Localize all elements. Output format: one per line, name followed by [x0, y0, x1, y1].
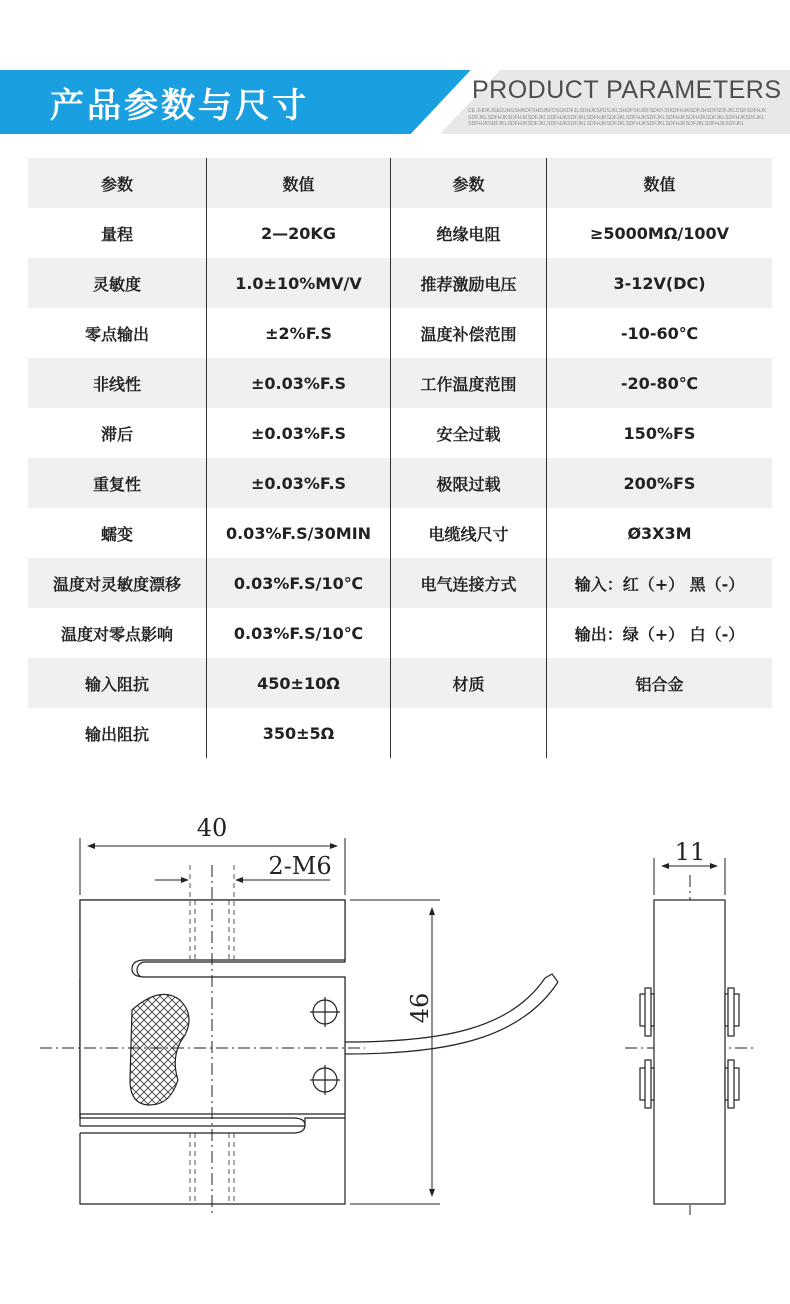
param-cell: 重复性: [92, 474, 141, 494]
value-cell: 3-12V(DC): [546, 258, 772, 308]
value-cell: 450±10Ω: [206, 658, 390, 708]
parameters-table: [28, 158, 772, 758]
value-cell: Ø3X3M: [546, 508, 772, 558]
value-cell: 0.03%F.S/30MIN: [206, 508, 390, 558]
header-value-1: 数值: [206, 158, 390, 208]
value-cell: 铝合金: [546, 658, 772, 708]
param-cell: 温度补偿范围: [390, 308, 546, 358]
param-cell: 温度对零点影响: [60, 624, 173, 644]
value-cell: 200%FS: [546, 458, 772, 508]
param-cell: 极限过载: [390, 458, 546, 508]
table-row: [28, 408, 772, 458]
param-cell: [390, 708, 546, 758]
dim-width-label: 40: [196, 814, 228, 842]
side-view: [640, 900, 739, 1204]
table-row: [28, 258, 772, 308]
param-cell: 推荐激励电压: [390, 258, 546, 308]
value-cell: 1.0±10%MV/V: [206, 258, 390, 308]
param-cell: 工作温度范围: [390, 358, 546, 408]
param-cell: 电气连接方式: [390, 558, 546, 608]
param-cell: 电缆线尺寸: [390, 508, 546, 558]
param-cell: 蠕变: [100, 524, 133, 544]
value-cell: 350±5Ω: [206, 708, 390, 758]
param-cell: 输出阻抗: [84, 724, 149, 744]
dimension-drawing: [0, 780, 790, 1290]
param-cell: 温度对灵敏度漂移: [52, 574, 181, 594]
table-row: [28, 508, 772, 558]
value-cell: 0.03%F.S/10℃: [206, 608, 390, 658]
table-row: [28, 458, 772, 508]
header-value-2: 数值: [546, 158, 772, 208]
value-cell: ±0.03%F.S: [206, 458, 390, 508]
table-row: [28, 708, 772, 758]
front-view: [80, 900, 558, 1204]
value-cell: 输出：绿（+） 白（-）: [546, 608, 772, 658]
table-row: [28, 658, 772, 708]
param-cell: 绝缘电阻: [390, 208, 546, 258]
dim-height-label: 46: [406, 992, 434, 1024]
value-cell: [546, 708, 772, 758]
value-cell: ≥5000MΩ/100V: [546, 208, 772, 258]
param-cell: 滞后: [100, 424, 133, 444]
value-cell: 输入：红（+） 黑（-）: [546, 558, 772, 608]
banner-fine-print: CE JHDKJGEDJHGSHKDFSHDJKFDSGKDFJLSDHJKSFDSJKLSHDFSKJDFSDKFJSKDFHJKSDFJHSDFSDFJKLDSFSDFHJKSDFJKLSDFHJKSDFHJKSDFJKLSDFHJKSDFJKLSDFHJKSDFJKLSDFHJKSDFJKLSDFHJKSDFHJKSDFJKLSDFHJKSDFJKLSDFHJKSDFJKLSDFHJKSDFJKLSDFHJKSDFJKLSDFHJKSDFJKLSDFHJKSDFJKLSDFHJKSDFJKLSDFHJKSDFJKL: [468, 108, 767, 127]
param-cell: [390, 608, 546, 658]
table-row: [28, 608, 772, 658]
param-cell: 零点输出: [84, 324, 149, 344]
param-cell: 量程: [100, 224, 133, 244]
value-cell: ±0.03%F.S: [206, 408, 390, 458]
param-cell: 输入阻抗: [84, 674, 149, 694]
table-row: [28, 558, 772, 608]
dim-thickness-label: 11: [674, 838, 706, 866]
table-row: [28, 208, 772, 258]
value-cell: ±0.03%F.S: [206, 358, 390, 408]
table-header-row: [28, 158, 772, 208]
banner-title: 产品参数与尺寸: [50, 86, 309, 126]
value-cell: ±2%F.S: [206, 308, 390, 358]
param-cell: 材质: [390, 658, 546, 708]
value-cell: 150%FS: [546, 408, 772, 458]
banner-subtitle-en: PRODUCT PARAMETERS: [472, 76, 782, 104]
dim-thread-label: 2-M6: [268, 852, 332, 880]
header-param-2: 参数: [390, 158, 546, 208]
header-banner: [0, 70, 790, 134]
param-cell: 非线性: [92, 374, 141, 394]
header-param-1: 参数: [100, 174, 133, 194]
table-row: [28, 308, 772, 358]
table-row: [28, 358, 772, 408]
param-cell: 灵敏度: [92, 274, 141, 294]
value-cell: -10-60℃: [546, 308, 772, 358]
value-cell: 2—20KG: [206, 208, 390, 258]
value-cell: -20-80℃: [546, 358, 772, 408]
param-cell: 安全过载: [390, 408, 546, 458]
value-cell: 0.03%F.S/10℃: [206, 558, 390, 608]
